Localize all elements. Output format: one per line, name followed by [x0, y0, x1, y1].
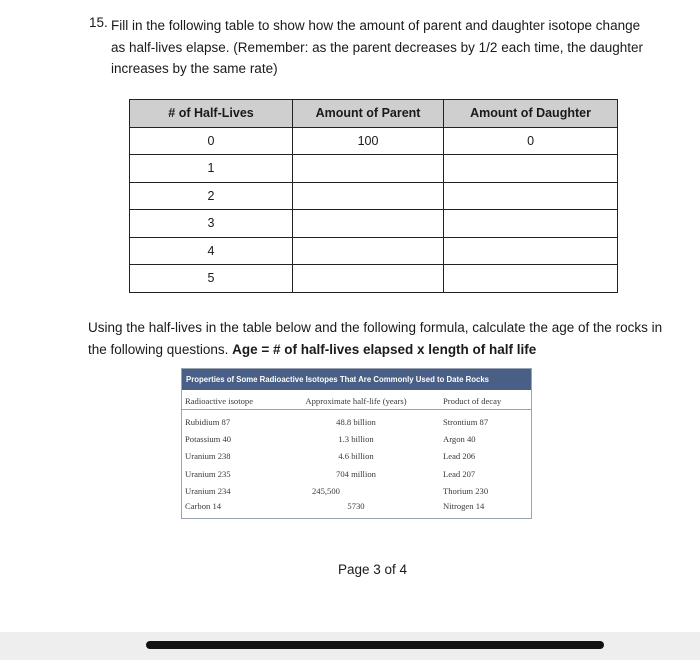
decay-product-cell: Lead 207: [443, 468, 476, 479]
decay-product-cell: Strontium 87: [443, 416, 489, 427]
question-text: Fill in the following table to show how the amount of parent and daughter isotope change as half-lives elapse. (Remember: as the parent decreases by 1/2 each time, the daughter increases by the same rate): [111, 18, 644, 76]
page-number: Page 3 of 4: [337, 562, 408, 577]
decay-product-cell: Nitrogen 14: [443, 500, 485, 511]
daughter-amount-cell[interactable]: [444, 155, 618, 183]
half-lives-cell: 1: [130, 155, 293, 183]
header-half-lives: # of Half-Lives: [130, 100, 293, 128]
table-row: [182, 409, 531, 430]
decay-product-cell: Thorium 230: [443, 486, 489, 497]
header-isotope: Radioactive isotope: [182, 390, 286, 409]
table-row: [182, 465, 531, 483]
properties-header-row: [182, 390, 531, 409]
home-indicator-bar[interactable]: [146, 641, 604, 649]
daughter-amount-cell[interactable]: [444, 182, 618, 210]
half-life-cell: 4.6 billion: [338, 451, 374, 462]
isotope-cell: Uranium 234: [185, 486, 231, 497]
parent-amount-cell[interactable]: [293, 265, 444, 293]
header-decay-product: Product of decay: [426, 390, 531, 409]
isotope-cell: Rubidium 87: [185, 416, 231, 427]
daughter-amount-cell[interactable]: [444, 265, 618, 293]
half-life-cell: 1.3 billion: [338, 433, 374, 444]
header-amount-daughter: Amount of Daughter: [444, 100, 618, 128]
table-row: [130, 182, 618, 210]
parent-amount-cell[interactable]: [293, 182, 444, 210]
half-life-cell: 704 million: [336, 468, 376, 479]
age-formula: Age = # of half-lives elapsed x length of half life: [232, 342, 537, 357]
table-row: [182, 448, 531, 466]
table-row: [130, 155, 618, 183]
table-row: [182, 483, 531, 501]
parent-amount-cell[interactable]: [293, 237, 444, 265]
table-row: [130, 237, 618, 265]
daughter-amount-cell[interactable]: [444, 237, 618, 265]
isotope-properties-table: [181, 368, 532, 519]
isotope-cell: Uranium 238: [185, 451, 231, 462]
isotope-cell: Uranium 235: [185, 468, 231, 479]
table-row: [130, 265, 618, 293]
isotope-cell: Potassium 40: [185, 433, 232, 444]
decay-product-cell: Lead 206: [443, 451, 476, 462]
table-row: [182, 500, 531, 518]
parent-amount-cell[interactable]: [293, 155, 444, 183]
half-lives-cell: 5: [130, 265, 293, 293]
half-lives-cell: 2: [130, 182, 293, 210]
parent-amount-cell[interactable]: [293, 210, 444, 238]
table-row: [130, 210, 618, 238]
instructions-text: Using the half-lives in the table below and the following formula, calculate the age of the rocks in the following questions.: [88, 320, 663, 357]
half-life-cell: 5730: [347, 500, 365, 511]
half-life-table-header-row: [130, 100, 618, 128]
half-life-table: [129, 99, 618, 293]
table-row: [182, 430, 531, 448]
half-lives-cell: 3: [130, 210, 293, 238]
header-half-life: Approximate half-life (years): [286, 390, 426, 409]
isotope-cell: Carbon 14: [185, 500, 222, 511]
half-lives-cell: 0: [130, 127, 293, 155]
parent-amount-cell[interactable]: 100: [293, 127, 444, 155]
daughter-amount-cell[interactable]: 0: [444, 127, 618, 155]
half-lives-cell: 4: [130, 237, 293, 265]
decay-product-cell: Argon 40: [443, 433, 476, 444]
daughter-amount-cell[interactable]: [444, 210, 618, 238]
instructions-paragraph: [88, 317, 668, 361]
table-row: [130, 127, 618, 155]
properties-table-title: Properties of Some Radioactive Isotopes That Are Commonly Used to Date Rocks: [182, 369, 531, 390]
half-life-cell: 245,500: [312, 486, 340, 497]
header-amount-parent: Amount of Parent: [293, 100, 444, 128]
half-life-cell: 48.8 billion: [336, 416, 376, 427]
question-number: 15.: [89, 15, 108, 30]
